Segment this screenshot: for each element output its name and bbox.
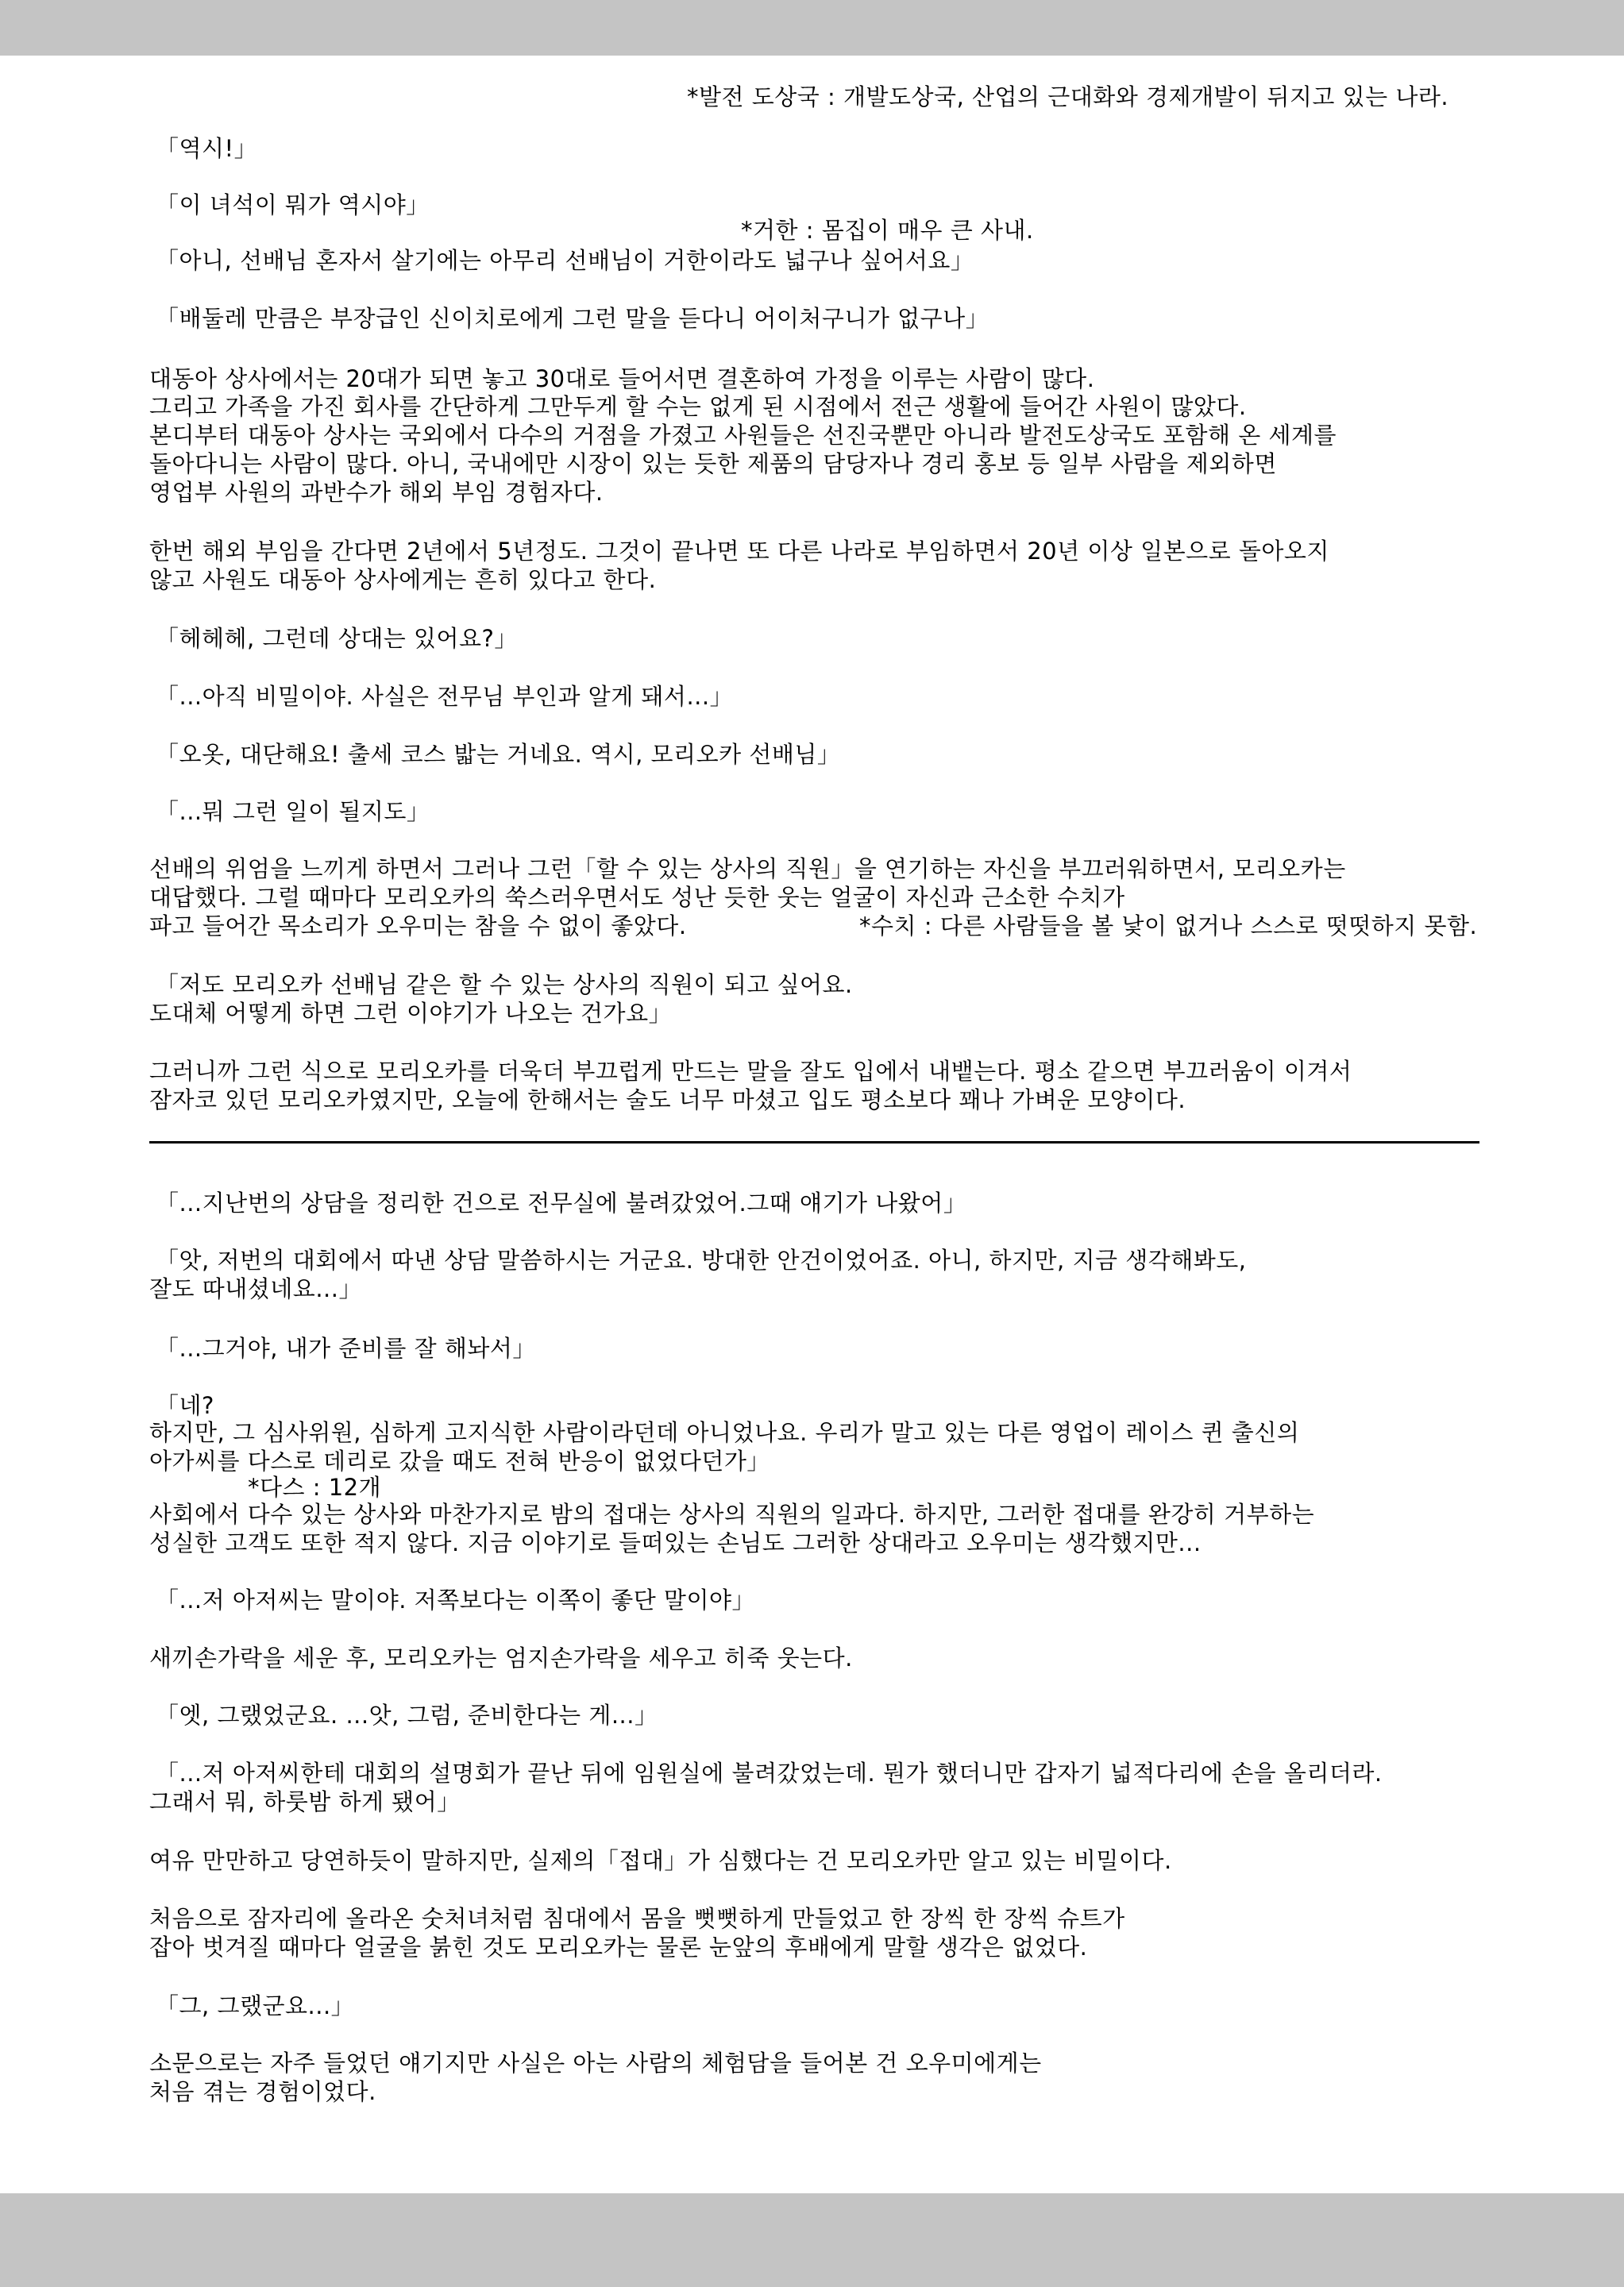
text-line: 그래서 뭐, 하룻밤 하게 됐어」: [149, 1788, 461, 1815]
text-line: 영업부 사원의 과반수가 해외 부임 경험자다.: [149, 479, 604, 506]
text-line: 소문으로는 자주 들었던 얘기지만 사실은 아는 사람의 체험담을 들어본 건 오우미에게는: [149, 2050, 1042, 2077]
text-line: 「그, 그랬군요...」: [156, 1992, 355, 2019]
text-line: 「...뭐 그런 일이 될지도」: [156, 798, 430, 825]
text-line: 「아니, 선배님 혼자서 살기에는 아무리 선배님이 거한이라도 넓구나 싶어서요」: [156, 247, 974, 274]
footnote-developing-country: *발전 도상국 : 개발도상국, 산업의 근대화와 경제개발이 뒤지고 있는 나라.: [687, 83, 1449, 110]
text-line: 처음 겪는 경험이었다.: [149, 2078, 376, 2105]
text-line: 「배둘레 만큼은 부장급인 신이치로에게 그런 말을 듣다니 어이처구니가 없구나」: [156, 305, 989, 332]
text-line: 「엣, 그랬었군요. ...앗, 그럼, 준비한다는 게...」: [156, 1702, 658, 1729]
text-line: 사회에서 다수 있는 상사와 마찬가지로 밤의 접대는 상사의 직원의 일과다. 하지만, 그러한 접대를 완강히 거부하는: [149, 1501, 1315, 1528]
text-line: 한번 해외 부임을 간다면 2년에서 5년정도. 그것이 끝나면 또 다른 나라로 부임하면서 20년 이상 일본으로 돌아오지: [149, 538, 1329, 565]
text-line: 「오옷, 대단해요! 출세 코스 밟는 거네요. 역시, 모리오카 선배님」: [156, 741, 841, 768]
text-line: 대답했다. 그럴 때마다 모리오카의 쑥스러우면서도 성난 듯한 웃는 얼굴이 자신과 근소한 수치가: [149, 884, 1125, 911]
text-line: 여유 만만하고 당연하듯이 말하지만, 실제의「접대」가 심했다는 건 모리오카만 알고 있는 비밀이다.: [149, 1847, 1172, 1874]
text-line: 새끼손가락을 세운 후, 모리오카는 엄지손가락을 세우고 히죽 웃는다.: [149, 1645, 853, 1672]
text-line: 선배의 위엄을 느끼게 하면서 그러나 그런「할 수 있는 상사의 직원」을 연기하는 자신을 부끄러워하면서, 모리오카는: [149, 855, 1346, 882]
text-line: 처음으로 잠자리에 올라온 숫처녀처럼 침대에서 몸을 뻣뻣하게 만들었고 한 장씩 한 장씩 슈트가: [149, 1905, 1125, 1932]
document-page: [0, 56, 1624, 2193]
text-line: 「헤헤헤, 그런데 상대는 있어요?」: [156, 625, 518, 652]
text-line: 「...그거야, 내가 준비를 잘 해놔서」: [156, 1335, 536, 1362]
text-line: 돌아다니는 사람이 많다. 아니, 국내에만 시장이 있는 듯한 제품의 담당자나 경리 홍보 등 일부 사람을 제외하면: [149, 450, 1277, 477]
text-line: 「...저 아저씨한테 대회의 설명회가 끝난 뒤에 임원실에 불려갔었는데. 뭔가 했더니만 갑자기 넓적다리에 손을 올리더라.: [156, 1760, 1383, 1787]
bottom-gray-band: [0, 2193, 1624, 2287]
text-line: 본디부터 대동아 상사는 국외에서 다수의 거점을 가졌고 사원들은 선진국뿐만 아니라 발전도상국도 포함해 온 세계를: [149, 422, 1337, 449]
text-line: 「저도 모리오카 선배님 같은 할 수 있는 상사의 직원이 되고 싶어요.: [156, 971, 853, 998]
text-line: 「네?: [156, 1392, 214, 1419]
footnote-shame: *수치 : 다른 사람들을 볼 낯이 없거나 스스로 떳떳하지 못함.: [859, 912, 1478, 939]
text-line: 잘도 따내셨네요...」: [149, 1275, 362, 1302]
text-line: 아가씨를 다스로 데리로 갔을 때도 전혀 반응이 없었다던가」: [149, 1448, 770, 1475]
text-line: 잡아 벗겨질 때마다 얼굴을 붉힌 것도 모리오카는 물론 눈앞의 후배에게 말할 생각은 없었다.: [149, 1934, 1088, 1961]
text-line: 그러니까 그런 식으로 모리오카를 더욱더 부끄럽게 만드는 말을 잘도 입에서 내뱉는다. 평소 같으면 부끄러움이 이겨서: [149, 1058, 1352, 1085]
text-line: 대동아 상사에서는 20대가 되면 놓고 30대로 들어서면 결혼하여 가정을 이루는 사람이 많다.: [149, 365, 1095, 392]
text-line: 파고 들어간 목소리가 오우미는 참을 수 없이 좋았다.: [149, 912, 687, 939]
text-line: 그리고 가족을 가진 회사를 간단하게 그만두게 할 수는 없게 된 시점에서 전근 생활에 들어간 사원이 많았다.: [149, 393, 1247, 420]
text-line: 잠자코 있던 모리오카였지만, 오늘에 한해서는 술도 너무 마셨고 입도 평소보다 꽤나 가벼운 모양이다.: [149, 1086, 1186, 1113]
footnote-giant: *거한 : 몸집이 매우 큰 사내.: [741, 217, 1034, 244]
text-line: 「역시!」: [156, 135, 258, 162]
text-line: 「...아직 비밀이야. 사실은 전무님 부인과 알게 돼서...」: [156, 683, 734, 710]
text-line: 「...지난번의 상담을 정리한 건으로 전무실에 불려갔었어.그때 얘기가 나왔어」: [156, 1190, 967, 1217]
text-line: 않고 사원도 대동아 상사에게는 흔히 있다고 한다.: [149, 566, 657, 593]
text-line: 「앗, 저번의 대회에서 따낸 상담 말씀하시는 거군요. 방대한 안건이었어죠. 아니, 하지만, 지금 생각해봐도,: [156, 1247, 1247, 1274]
top-gray-band: [0, 0, 1624, 56]
text-line: 성실한 고객도 또한 적지 않다. 지금 이야기로 들떠있는 손님도 그러한 상대라고 오우미는 생각했지만...: [149, 1529, 1202, 1556]
text-line: 「이 녀석이 뭐가 역시야」: [156, 191, 430, 218]
footnote-dozen: *다스 : 12개: [248, 1474, 382, 1501]
text-line: 하지만, 그 심사위원, 심하게 고지식한 사람이라던데 아니었나요. 우리가 말고 있는 다른 영업이 레이스 퀸 출신의: [149, 1419, 1300, 1446]
text-line: 도대체 어떻게 하면 그런 이야기가 나오는 건가요」: [149, 1000, 673, 1027]
text-line: 「...저 아저씨는 말이야. 저쪽보다는 이쪽이 좋단 말이야」: [156, 1587, 755, 1614]
section-divider: [149, 1141, 1479, 1144]
